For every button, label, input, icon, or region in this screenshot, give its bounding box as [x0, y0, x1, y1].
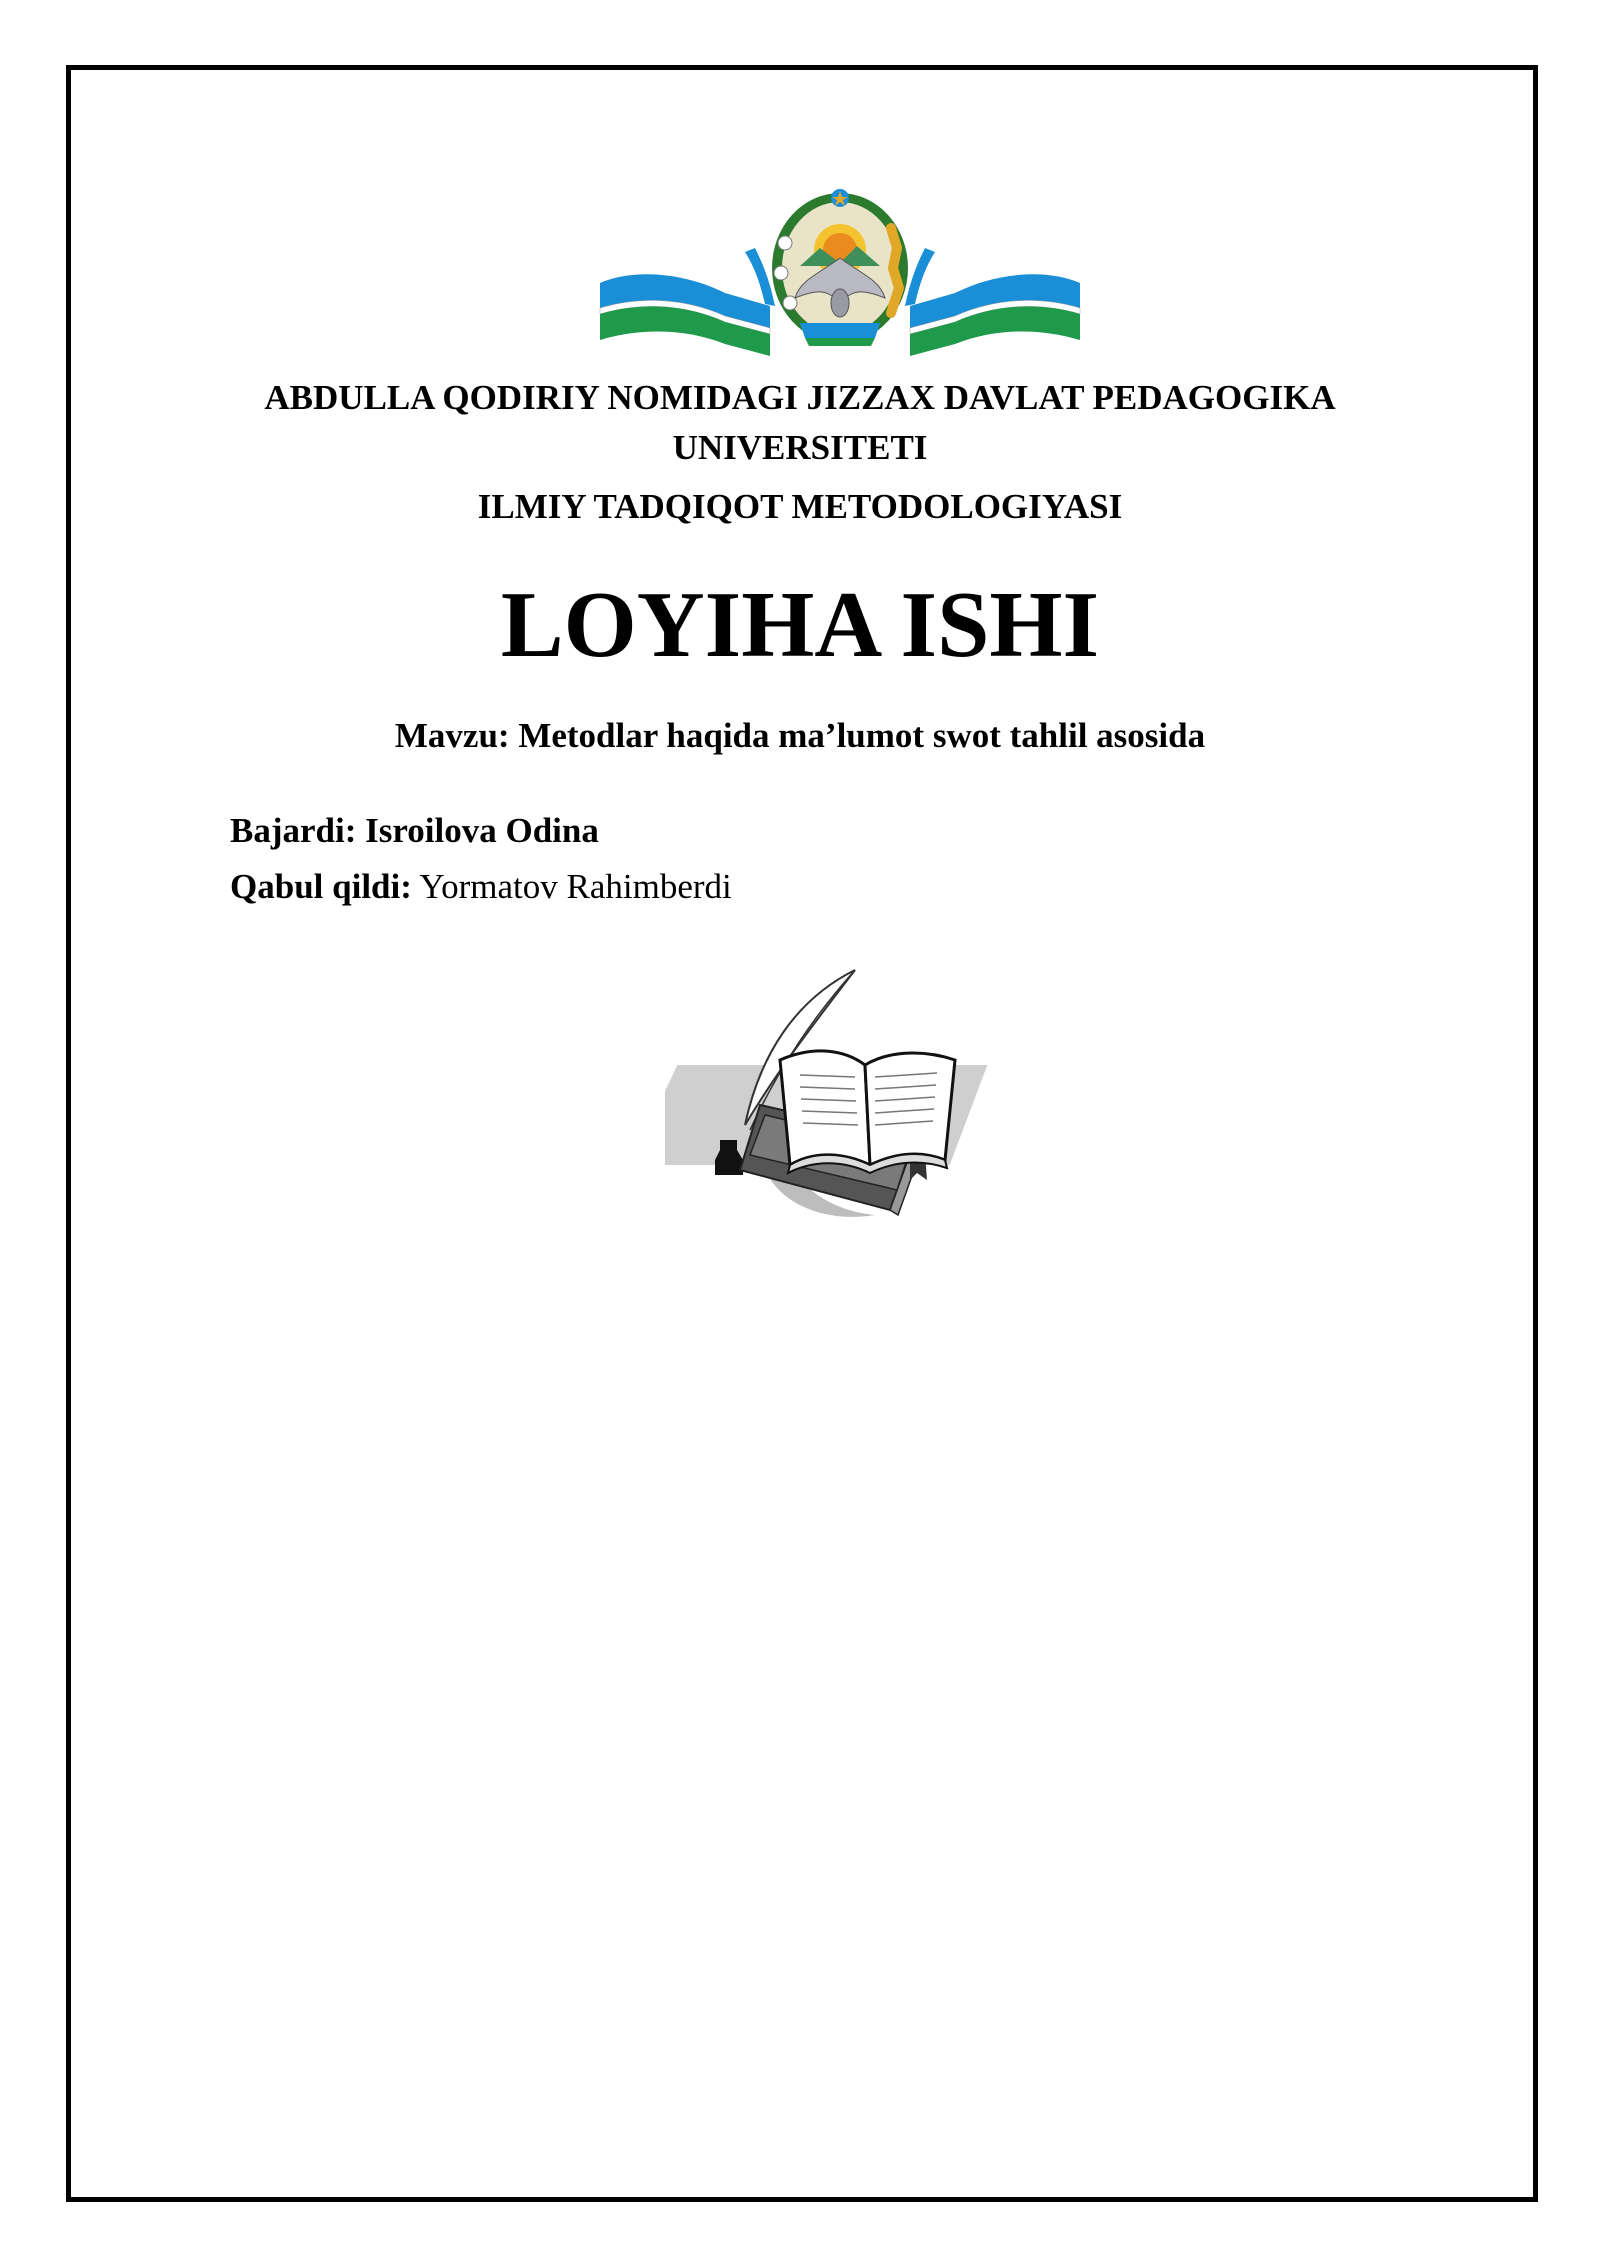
book-and-quill-icon [665, 965, 1015, 1245]
reviewer-name: Yormatov Rahimberdi [419, 867, 732, 906]
right-flag-ribbon [905, 248, 1080, 356]
left-flag-ribbon [600, 248, 775, 356]
author-name: Isroilova Odina [365, 811, 599, 850]
uzbekistan-state-emblem-icon [595, 188, 1085, 358]
author-label: Bajardi: [230, 811, 357, 850]
reviewer-row [230, 862, 1330, 912]
subject-title: ILMIY TADQIQOT METODOLOGIYASI [477, 487, 1123, 526]
document-title: LOYIHA ISHI [500, 573, 1100, 677]
university-name-line2: UNIVERSITETI [672, 428, 928, 467]
topic-line: Mavzu: Metodlar haqida ma’lumot swot tahlil asosida [394, 716, 1206, 755]
university-name [150, 373, 1450, 473]
university-name-line1: ABDULLA QODIRIY NOMIDAGI JIZZAX DAVLAT PEDAGOGIKA [264, 378, 1336, 417]
reviewer-label: Qabul qildi: [230, 867, 412, 906]
author-row [230, 806, 1330, 856]
